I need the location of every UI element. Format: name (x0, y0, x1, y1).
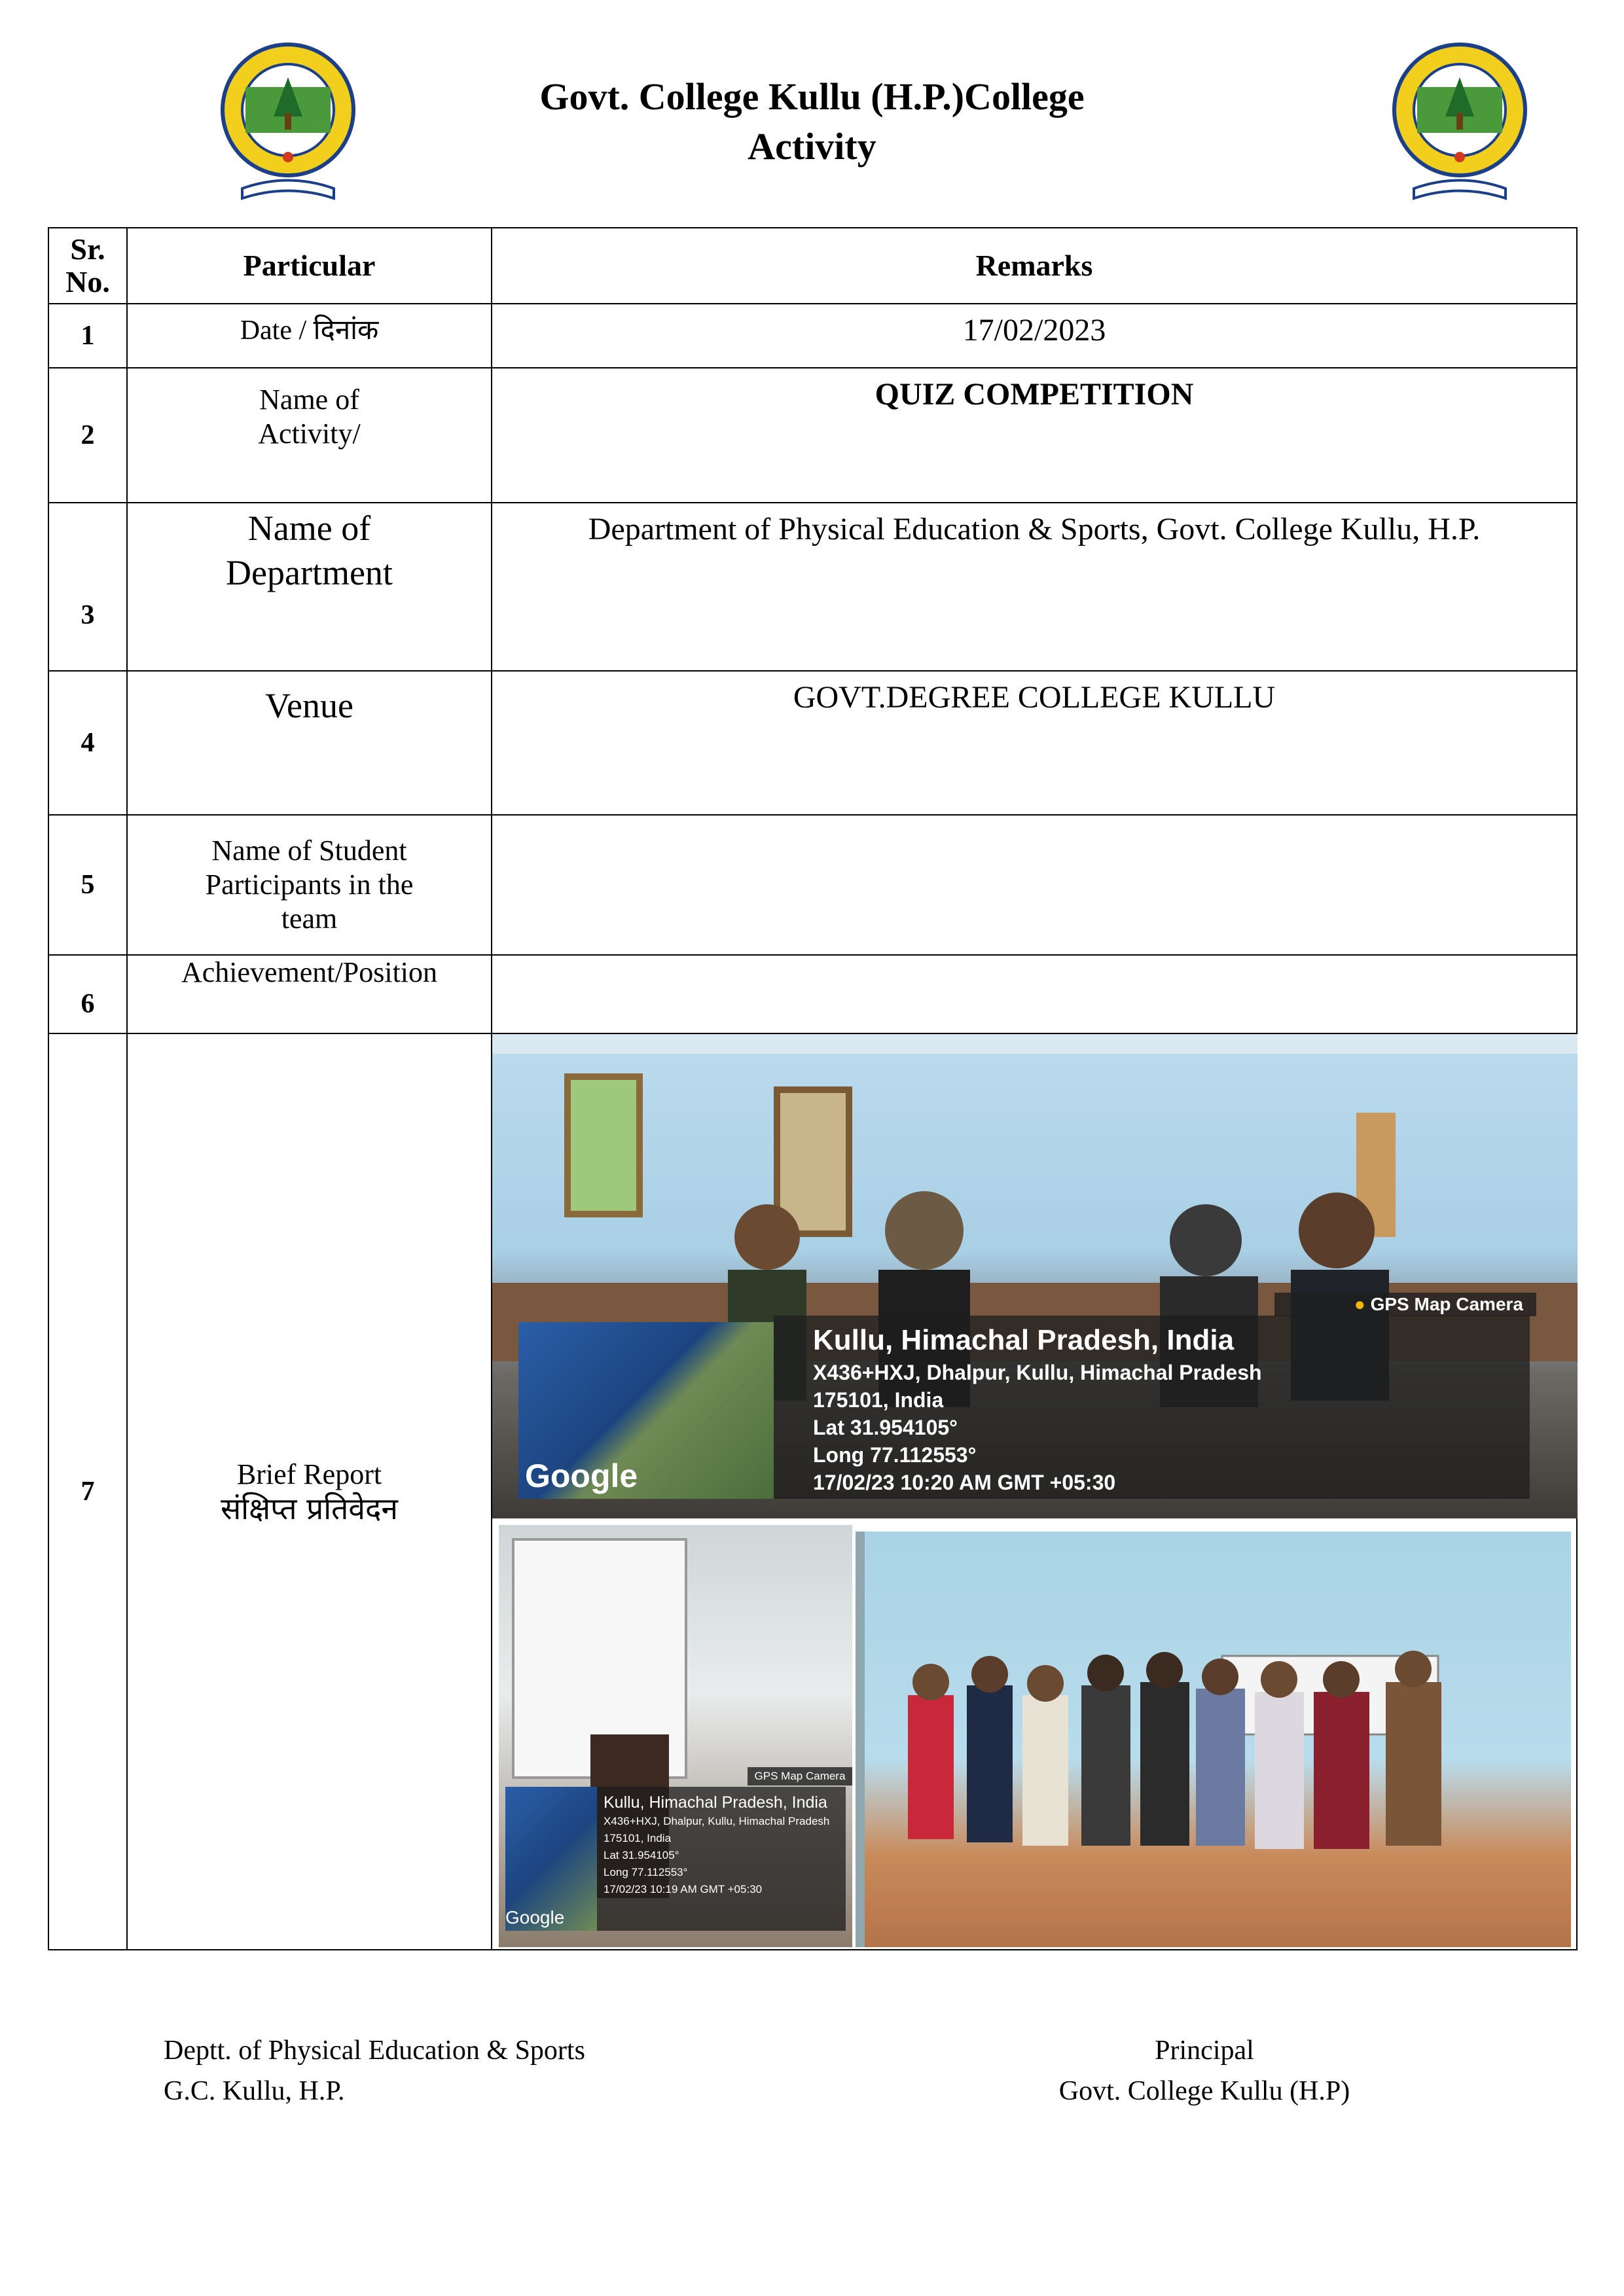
department-label: Name of Department (226, 509, 393, 592)
row-particular: Date / दिनांक (127, 304, 492, 368)
row-particular (127, 815, 492, 955)
participants-label: Name of Student Participants in the team (205, 834, 414, 935)
row-remarks (492, 955, 1577, 1033)
row-number: 6 (48, 955, 127, 1033)
gps-address-small: X436+HXJ, Dhalpur, Kullu, Himachal Pradesh (604, 1815, 830, 1827)
footer-department: Deptt. of Physical Education & Sports (164, 2036, 585, 2066)
gps-datetime: 17/02/23 10:20 AM GMT +05:30 (813, 1471, 1116, 1494)
row-particular (127, 503, 492, 671)
google-logo-small: Google (505, 1907, 565, 1928)
activity-photo-classroom (492, 1034, 1578, 1518)
gps-overlay-small (597, 1787, 846, 1931)
table-row (48, 368, 1577, 503)
row-particular: Venue (127, 671, 492, 815)
row-photos (492, 1033, 1577, 1950)
gps-long-small: Long 77.112553° (604, 1866, 688, 1878)
gps-camera-badge (1274, 1293, 1536, 1316)
document-subtitle: Activity (748, 125, 876, 168)
footer-left (164, 2032, 585, 2109)
gps-postal-small: 175101, India (604, 1832, 672, 1844)
photo-area (492, 1034, 1576, 1947)
gps-datetime-small: 17/02/23 10:19 AM GMT +05:30 (604, 1883, 763, 1895)
table-row (48, 503, 1577, 671)
gps-place-small: Kullu, Himachal Pradesh, India (604, 1793, 827, 1812)
footer-principal: Principal (1155, 2036, 1254, 2066)
row-number: 2 (48, 368, 127, 503)
google-logo: Google (525, 1458, 638, 1494)
activity-label: Name of Activity/ (258, 384, 361, 450)
row-remarks (492, 815, 1577, 955)
gps-lat-small: Lat 31.954105° (604, 1849, 679, 1861)
table-header-row (48, 228, 1577, 304)
gps-app-name: GPS Map Camera (1370, 1294, 1523, 1314)
row-number: 7 (48, 1033, 127, 1950)
row-particular (127, 368, 492, 503)
footer-college-left: G.C. Kullu, H.P. (164, 2076, 345, 2106)
header-sr-no: Sr. No. (48, 228, 127, 304)
gps-long: Long 77.112553° (813, 1443, 977, 1467)
header-remarks: Remarks (492, 228, 1577, 304)
row-remarks: Department of Physical Education & Sports, Govt. College Kullu, H.P. (492, 503, 1577, 671)
row-number: 3 (48, 503, 127, 671)
row-remarks: QUIZ COMPETITION (492, 368, 1577, 503)
gps-camera-badge-small: GPS Map Camera (748, 1767, 852, 1785)
map-thumbnail (518, 1322, 774, 1499)
row-remarks: 17/02/2023 (492, 304, 1577, 368)
activity-table (48, 227, 1578, 1950)
gps-text-block (813, 1322, 1262, 1496)
table-row (48, 955, 1577, 1033)
row-remarks: GOVT.DEGREE COLLEGE KULLU (492, 671, 1577, 815)
activity-photo-whiteboard (499, 1525, 852, 1947)
table-row (48, 671, 1577, 815)
row-number: 5 (48, 815, 127, 955)
row-number: 1 (48, 304, 127, 368)
footer-right (1021, 2032, 1388, 2109)
gps-place: Kullu, Himachal Pradesh, India (813, 1324, 1235, 1356)
row-particular (127, 1033, 492, 1950)
brief-report-hindi-label: संक्षिप्त प्रतिवेदन (221, 1491, 398, 1526)
row-number: 4 (48, 671, 127, 815)
table-row (48, 1033, 1577, 1950)
table-row (48, 815, 1577, 955)
activity-photo-group (856, 1532, 1571, 1947)
location-pin-icon: ● (1354, 1294, 1365, 1314)
footer-college-right: Govt. College Kullu (H.P) (1058, 2076, 1350, 2106)
gps-postal: 175101, India (813, 1388, 944, 1412)
brief-report-label: Brief Report (236, 1458, 382, 1490)
header-particular: Particular (127, 228, 492, 304)
map-thumbnail-small (505, 1787, 597, 1931)
row-particular: Achievement/Position (127, 955, 492, 1033)
gps-address: X436+HXJ, Dhalpur, Kullu, Himachal Pradesh (813, 1361, 1262, 1384)
gps-lat: Lat 31.954105° (813, 1416, 958, 1439)
table-row (48, 304, 1577, 368)
document-title: Govt. College Kullu (H.P.)College (539, 75, 1085, 118)
